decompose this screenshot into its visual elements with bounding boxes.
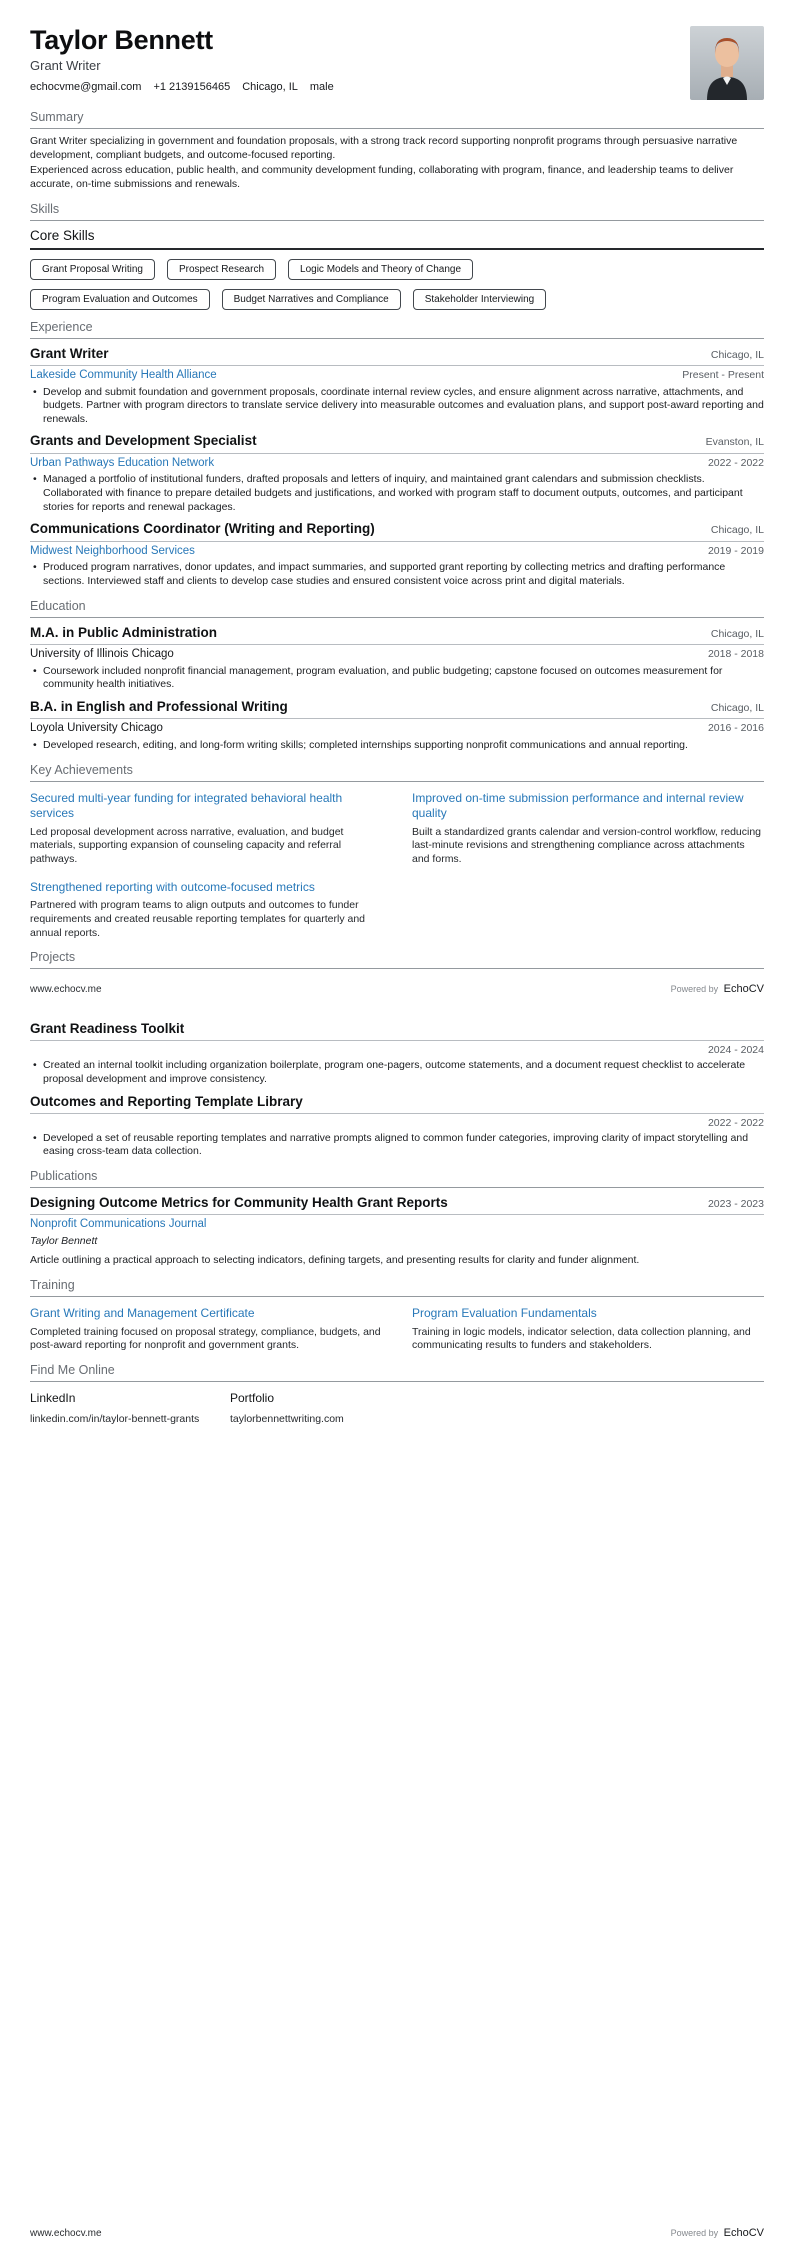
contact-email: echocvme@gmail.com: [30, 81, 142, 94]
education-bullet: • Coursework included nonprofit financial management, program evaluation, and public budgeting; capstone focused on outcomes measurement for community health initiatives.: [30, 665, 764, 692]
skill-chip: Stakeholder Interviewing: [413, 289, 547, 310]
experience-entry: [30, 433, 764, 514]
education-bullets: [30, 665, 764, 692]
experience-bullets: [30, 386, 764, 427]
section-skills: [30, 202, 764, 310]
experience-title: Grants and Development Specialist: [30, 433, 257, 449]
section-key-achievements: [30, 763, 764, 941]
education-title-row: [30, 625, 764, 645]
experience-bullets: [30, 473, 764, 514]
achievements-heading: Key Achievements: [30, 763, 764, 782]
project-bullet: • Created an internal toolkit including organization boilerplate, program one-pagers, outcome statements, and a document request checklist to accelerate proposal development and improve consistency.: [30, 1059, 764, 1086]
summary-paragraph-1: Grant Writer specializing in government and foundation proposals, with a strong track record supporting nonprofit programs through persuasive narrative development, compliant budgets, and outcome-focused reporting.: [30, 135, 738, 161]
skills-group-title: Core Skills: [30, 228, 764, 250]
education-bullet: • Developed research, editing, and long-form writing skills; completed internships supporting nonprofit communications and annual reporting.: [30, 739, 764, 753]
online-label: LinkedIn: [30, 1390, 76, 1405]
training-description: Completed training focused on proposal strategy, compliance, budgets, and post-award reporting for nonprofit and government grants.: [30, 1325, 381, 1352]
project-bullets: [30, 1059, 764, 1086]
project-title: Outcomes and Reporting Template Library: [30, 1093, 303, 1109]
experience-entry: [30, 346, 764, 427]
contact-gender: male: [309, 81, 334, 94]
education-title-row: [30, 699, 764, 719]
online-url-link[interactable]: taylorbennettwriting.com: [230, 1412, 344, 1425]
experience-dates: 2022 - 2022: [707, 456, 764, 469]
experience-title: Communications Coordinator (Writing and Reporting): [30, 521, 375, 537]
profile-photo: [690, 26, 764, 100]
brand-echocv-link[interactable]: EchoCV: [723, 2227, 764, 2239]
section-projects: [30, 950, 764, 969]
skill-chip: Prospect Research: [167, 259, 276, 280]
project-bullet: • Developed a set of reusable reporting templates and narrative prompts aligned to common funder categories, improving clarity of impact storytelling and easing cross-team data collection.: [30, 1132, 764, 1159]
education-school: Loyola University Chicago: [30, 722, 163, 735]
experience-location: Chicago, IL: [710, 348, 764, 361]
achievement-item: [412, 791, 764, 867]
experience-dates: 2019 - 2019: [707, 544, 764, 557]
page2-footer: [30, 2227, 764, 2239]
training-grid: [30, 1306, 764, 1353]
experience-bullet: • Develop and submit foundation and government proposals, coordinate internal review cycles, and ensure alignment across narrative, attachments, and budgets. Partner with program directors to translate service delivery into measurable outcomes and evaluation plans, and support post-award reporting and renewals.: [30, 386, 764, 427]
section-summary: [30, 110, 764, 192]
achievement-description: Led proposal development across narrative, evaluation, and budget materials, supporting expansion of counseling capacity and referral pathways.: [30, 825, 344, 865]
page1-footer: [30, 983, 764, 995]
experience-company-link[interactable]: Urban Pathways Education Network: [30, 456, 215, 469]
publication-author: Taylor Bennett: [30, 1235, 98, 1248]
header-info: [30, 26, 334, 93]
online-url-link[interactable]: linkedin.com/in/taylor-bennett-grants: [30, 1412, 200, 1425]
experience-title-row: [30, 433, 764, 453]
section-education: [30, 599, 764, 753]
education-school-row: [30, 722, 764, 736]
online-item: [30, 1391, 230, 1425]
contact-line: [30, 81, 334, 93]
contact-phone: +1 2139156465: [153, 81, 231, 94]
publication-journal-link[interactable]: Nonprofit Communications Journal: [30, 1218, 207, 1231]
section-publications: [30, 1169, 764, 1268]
project-dates: 2024 - 2024: [707, 1044, 764, 1057]
achievement-description: Partnered with program teams to align outputs and outcomes to funder requirements and created reusable reporting templates for quarterly and annual reports.: [30, 899, 366, 939]
online-grid: [30, 1391, 764, 1425]
achievement-title-link[interactable]: Secured multi-year funding for integrated behavioral health services: [30, 790, 343, 821]
training-heading: Training: [30, 1278, 764, 1297]
contact-location: Chicago, IL: [242, 81, 298, 94]
education-degree: M.A. in Public Administration: [30, 624, 218, 640]
skill-chip: Budget Narratives and Compliance: [222, 289, 401, 310]
education-dates: 2018 - 2018: [707, 647, 764, 660]
projects-items: [30, 1021, 764, 1159]
person-job-title: Grant Writer: [30, 58, 101, 74]
publication-title-row: [30, 1195, 764, 1215]
footer-site-link[interactable]: www.echocv.me: [30, 984, 102, 996]
achievement-item: [30, 880, 382, 941]
achievement-title-link[interactable]: Improved on-time submission performance and internal review quality: [412, 790, 744, 821]
education-entry: [30, 625, 764, 692]
experience-title-row: [30, 521, 764, 541]
experience-title-row: [30, 346, 764, 366]
education-location: Chicago, IL: [710, 627, 764, 640]
online-heading: Find Me Online: [30, 1363, 764, 1382]
project-dates-row: [30, 1117, 764, 1129]
achievement-description: Built a standardized grants calendar and version-control workflow, reducing last-minute revisions and strengthening compliance across attachments and forms.: [412, 825, 762, 865]
section-experience: [30, 320, 764, 589]
skill-chip: Logic Models and Theory of Change: [288, 259, 473, 280]
achievement-title-link[interactable]: Strengthened reporting with outcome-focused metrics: [30, 879, 315, 894]
brand-echocv-link[interactable]: EchoCV: [723, 983, 764, 996]
education-entry: [30, 699, 764, 753]
summary-paragraph-2: Experienced across education, public health, and community development funding, collaborating with program, finance, and leadership teams to deliver accurate, on-time submissions and renewals.: [30, 164, 734, 190]
education-degree: B.A. in English and Professional Writing: [30, 698, 288, 714]
education-school-row: [30, 648, 764, 662]
training-item: [30, 1306, 382, 1353]
publication-title: Designing Outcome Metrics for Community Health Grant Reports: [30, 1195, 448, 1211]
experience-company-row: [30, 545, 764, 559]
experience-company-row: [30, 457, 764, 471]
project-entry: [30, 1094, 764, 1159]
powered-by-text: Powered by: [670, 2228, 719, 2238]
skills-heading: Skills: [30, 202, 764, 221]
skills-chip-row-1: [30, 259, 764, 280]
experience-location: Evanston, IL: [705, 436, 764, 449]
experience-bullet: • Managed a portfolio of institutional funders, drafted proposals and letters of inquiry, and maintained grant calendars and submission checklists. Collaborated with finance to prepare detailed budgets and justifications, and worked with program staff to document outputs, outcomes, and participant stories for reports and renewal packages.: [30, 473, 764, 514]
publication-entry: [30, 1195, 764, 1268]
resume-header: [30, 26, 764, 100]
project-title-row: [30, 1021, 764, 1041]
education-dates: 2016 - 2016: [707, 722, 764, 735]
experience-entry: [30, 521, 764, 588]
project-dates-row: [30, 1044, 764, 1056]
experience-title: Grant Writer: [30, 345, 109, 361]
training-title-link[interactable]: Program Evaluation Fundamentals: [412, 1305, 597, 1320]
training-title-link[interactable]: Grant Writing and Management Certificate: [30, 1305, 255, 1320]
publications-heading: Publications: [30, 1169, 764, 1188]
profile-photo-image: [690, 26, 764, 100]
experience-company-link[interactable]: Lakeside Community Health Alliance: [30, 368, 217, 381]
education-bullets: [30, 739, 764, 753]
experience-bullets: [30, 561, 764, 588]
skill-chip: Grant Proposal Writing: [30, 259, 155, 280]
experience-bullet: • Produced program narratives, donor updates, and impact summaries, and supported grant reporting by collecting metrics and drafting performance sections. Interviewed staff and clients to develop case studies and ensured consistent voice across print and digital materials.: [30, 561, 764, 588]
summary-heading: Summary: [30, 110, 764, 129]
education-school: University of Illinois Chicago: [30, 647, 174, 660]
online-item: [230, 1391, 764, 1425]
training-description: Training in logic models, indicator selection, data collection planning, and communicating results to funders and stakeholders.: [412, 1325, 751, 1352]
publication-description: Article outlining a practical approach to selecting indicators, defining targets, and presenting results for clarity and funder alignment.: [30, 1254, 640, 1267]
skill-chip: Program Evaluation and Outcomes: [30, 289, 210, 310]
skills-chip-row-2: [30, 289, 764, 310]
project-dates: 2022 - 2022: [707, 1116, 764, 1129]
experience-location: Chicago, IL: [710, 524, 764, 537]
powered-by: [671, 983, 764, 995]
project-bullets: [30, 1132, 764, 1159]
experience-company-link[interactable]: Midwest Neighborhood Services: [30, 544, 195, 557]
training-item: [412, 1306, 764, 1353]
project-entry: [30, 1021, 764, 1086]
footer-site-link[interactable]: www.echocv.me: [30, 2228, 102, 2239]
project-title: Grant Readiness Toolkit: [30, 1021, 185, 1037]
education-location: Chicago, IL: [710, 701, 764, 714]
achievement-item: [30, 791, 382, 867]
powered-by-text: Powered by: [670, 984, 719, 995]
person-name: Taylor Bennett: [30, 25, 213, 55]
section-find-me-online: [30, 1363, 764, 1425]
section-training: [30, 1278, 764, 1353]
online-label: Portfolio: [230, 1390, 275, 1405]
experience-heading: Experience: [30, 320, 764, 339]
projects-heading: Projects: [30, 950, 764, 969]
publication-dates: 2023 - 2023: [707, 1198, 764, 1211]
powered-by: [671, 2227, 764, 2239]
project-title-row: [30, 1094, 764, 1114]
experience-dates: Present - Present: [682, 368, 764, 381]
experience-company-row: [30, 369, 764, 383]
education-heading: Education: [30, 599, 764, 618]
achievements-grid: [30, 791, 764, 941]
